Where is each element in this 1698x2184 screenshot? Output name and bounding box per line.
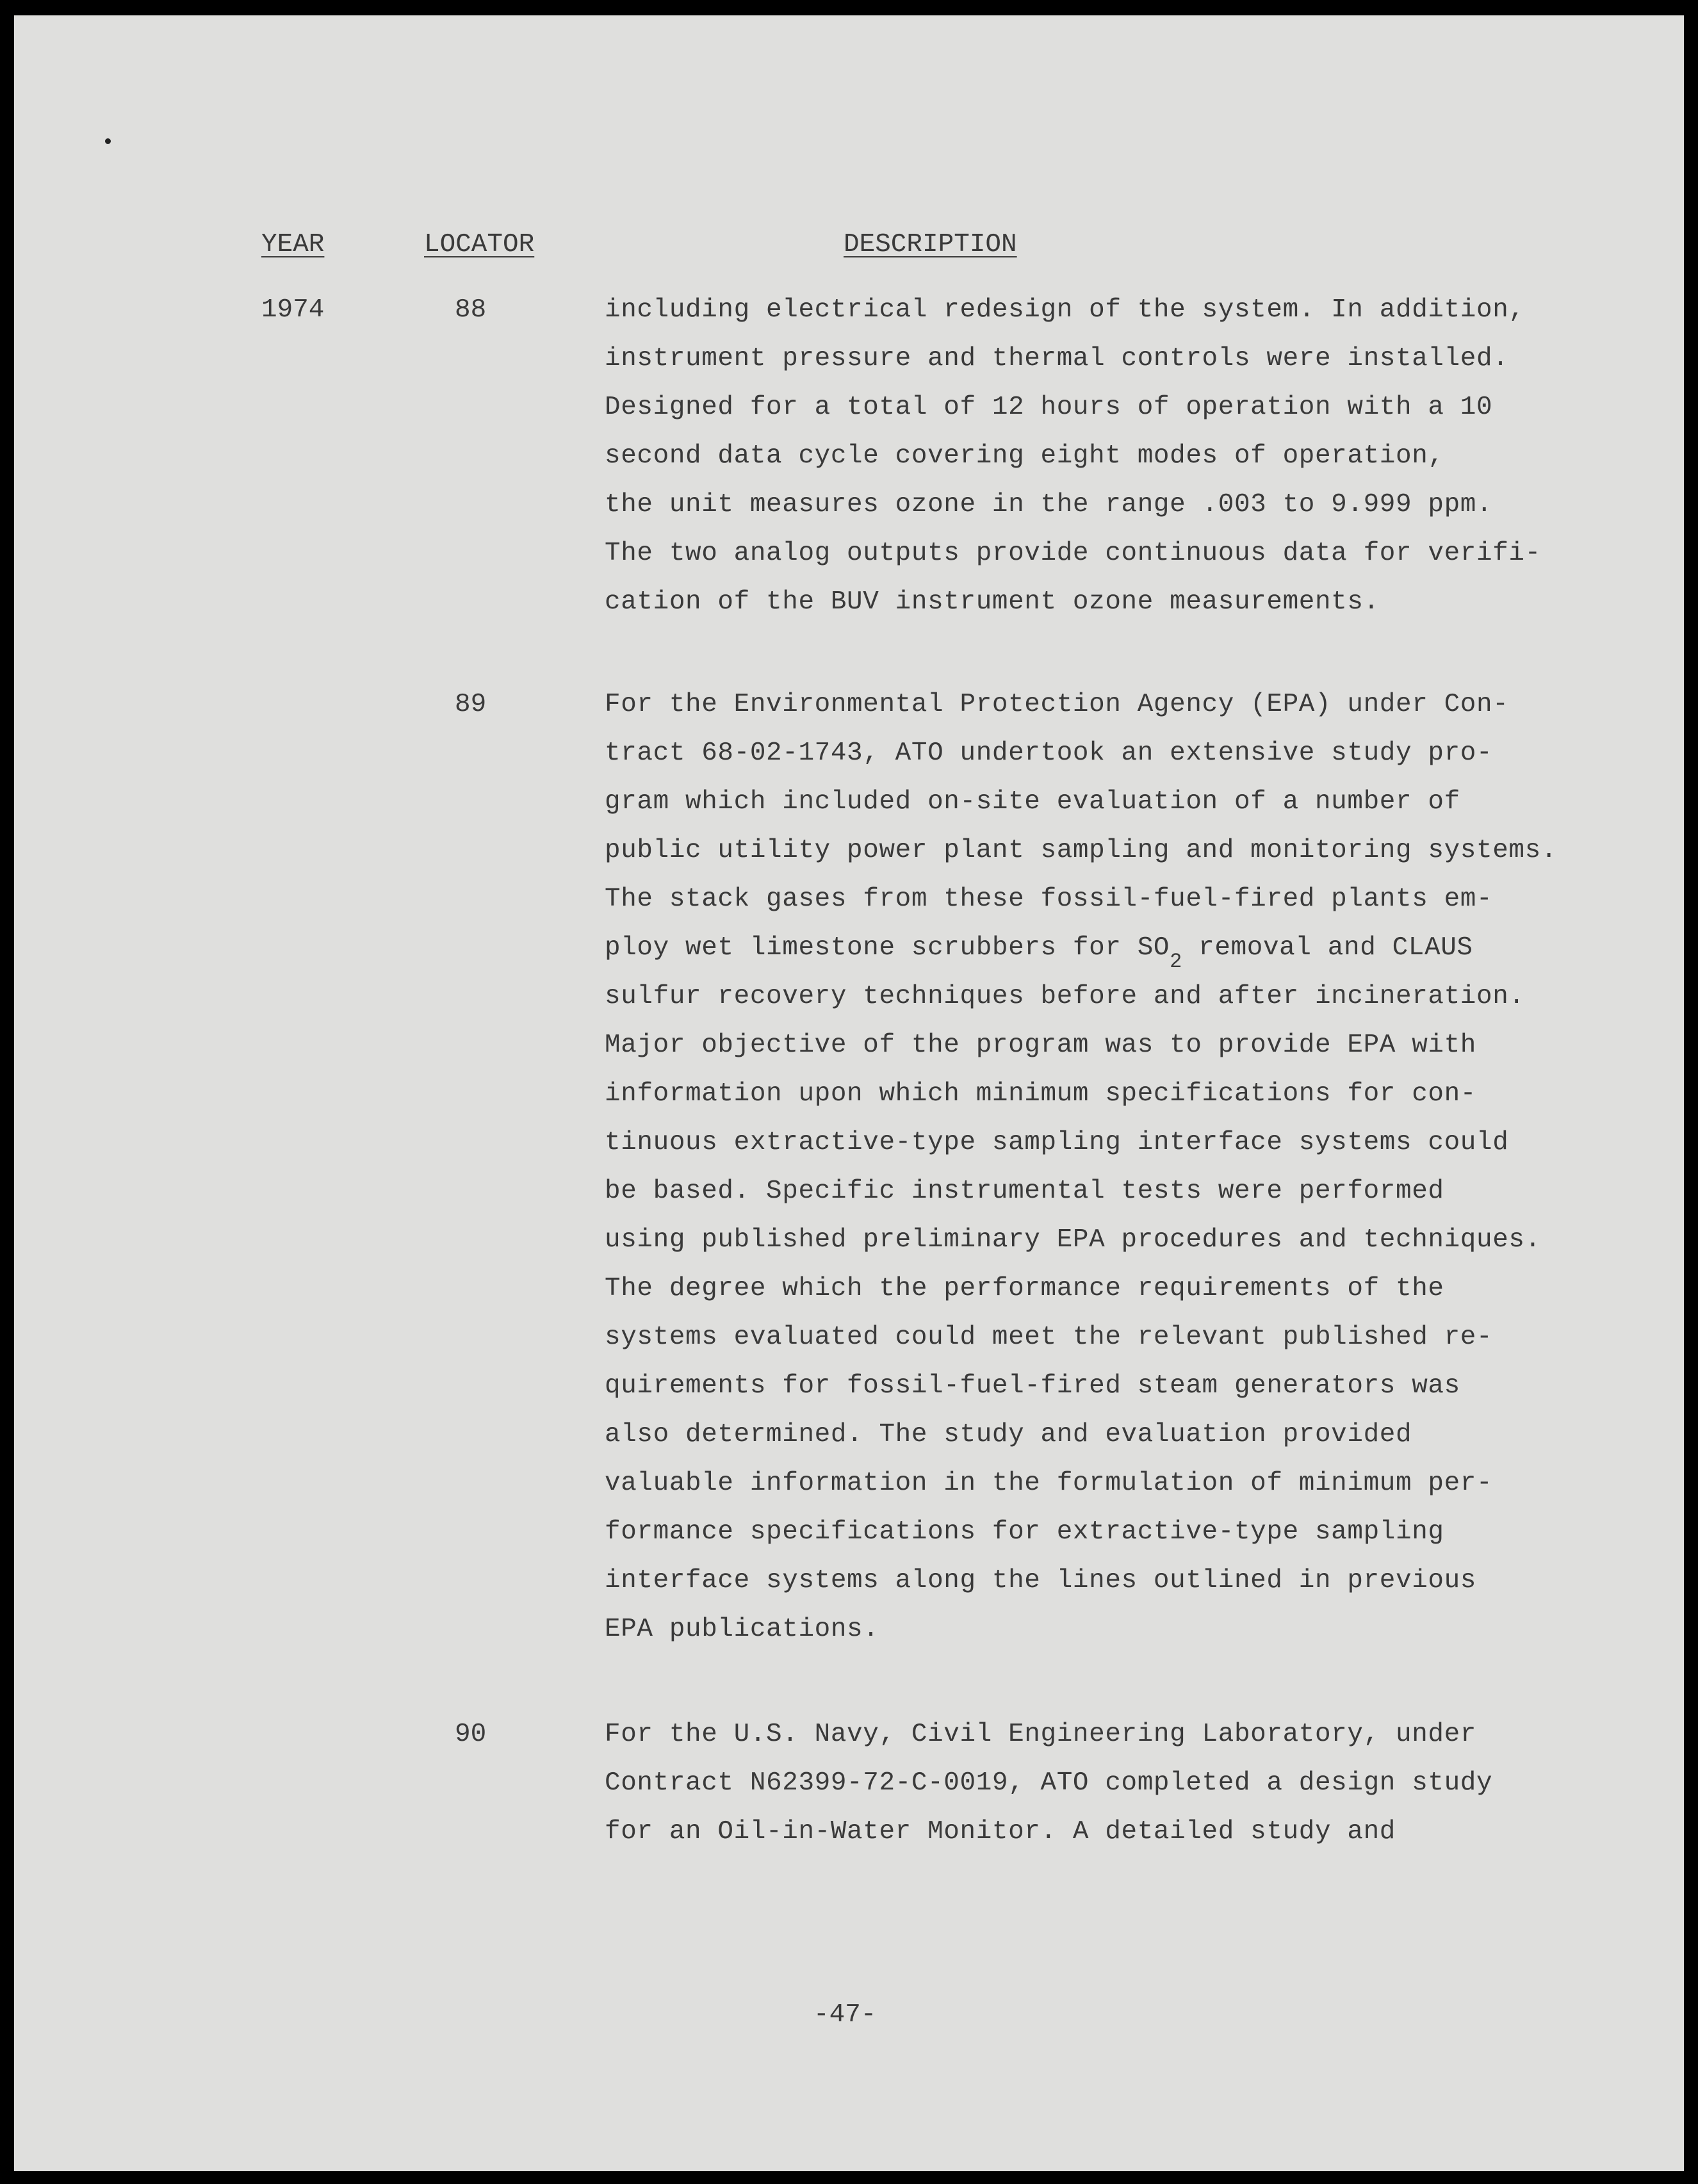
entry-89-line-20: EPA publications. bbox=[605, 1615, 879, 1644]
entry-89-line-7: sulfur recovery techniques before and after incineration. bbox=[605, 982, 1525, 1011]
entry-88-line-5: the unit measures ozone in the range .003 to 9.999 ppm. bbox=[605, 490, 1493, 519]
entry-90-line-2: Contract N62399-72-C-0019, ATO completed a design study bbox=[605, 1768, 1493, 1798]
locator-89: 89 bbox=[455, 690, 487, 719]
entry-88-line-6: The two analog outputs provide continuous data for verifi- bbox=[605, 539, 1541, 568]
entry-88-line-1: including electrical redesign of the system. In addition, bbox=[605, 295, 1525, 325]
entry-89-line-3: gram which included on-site evaluation of a number of bbox=[605, 787, 1460, 817]
entry-89-line-12: using published preliminary EPA procedures and techniques. bbox=[605, 1225, 1541, 1255]
header-description: DESCRIPTION bbox=[844, 230, 1017, 259]
entry-89-line-9: information upon which minimum specifications for con- bbox=[605, 1079, 1477, 1109]
entry-90-line-1: For the U.S. Navy, Civil Engineering Laboratory, under bbox=[605, 1720, 1477, 1749]
paper-speck bbox=[105, 138, 111, 144]
entry-89-line-10: tinuous extractive-type sampling interface systems could bbox=[605, 1128, 1509, 1157]
entry-89-line-2: tract 68-02-1743, ATO undertook an extensive study pro- bbox=[605, 738, 1493, 768]
locator-88: 88 bbox=[455, 295, 487, 325]
entry-88-line-7: cation of the BUV instrument ozone measurements. bbox=[605, 587, 1380, 617]
entry-89-line-11: be based. Specific instrumental tests were performed bbox=[605, 1177, 1444, 1206]
entry-89-line-13: The degree which the performance requirements of the bbox=[605, 1274, 1444, 1303]
entry-89-line-18: formance specifications for extractive-type sampling bbox=[605, 1517, 1444, 1547]
so2-text-after: removal and CLAUS bbox=[1182, 933, 1473, 963]
header-locator: LOCATOR bbox=[424, 230, 535, 259]
entry-89-line-8: Major objective of the program was to provide EPA with bbox=[605, 1031, 1477, 1060]
so2-text-before: ploy wet limestone scrubbers for SO bbox=[605, 933, 1170, 963]
entry-90-line-3: for an Oil-in-Water Monitor. A detailed study and bbox=[605, 1817, 1396, 1846]
entry-89-line-5: The stack gases from these fossil-fuel-fired plants em- bbox=[605, 884, 1493, 914]
entry-89-line-1: For the Environmental Protection Agency (EPA) under Con- bbox=[605, 690, 1509, 719]
entry-88-line-2: instrument pressure and thermal controls were installed. bbox=[605, 344, 1509, 373]
locator-90: 90 bbox=[455, 1720, 487, 1749]
entry-88-line-3: Designed for a total of 12 hours of operation with a 10 bbox=[605, 393, 1493, 422]
so2-subscript: 2 bbox=[1170, 950, 1182, 974]
entry-89-line-15: quirements for fossil-fuel-fired steam generators was bbox=[605, 1371, 1460, 1401]
page-number: -47- bbox=[813, 2000, 877, 2030]
entry-88-line-4: second data cycle covering eight modes of operation, bbox=[605, 441, 1444, 471]
entry-89-line-6 bbox=[605, 933, 1473, 974]
entry-89-line-14: systems evaluated could meet the relevant published re- bbox=[605, 1323, 1493, 1352]
entry-89-line-17: valuable information in the formulation of minimum per- bbox=[605, 1469, 1493, 1498]
entry-89-line-19: interface systems along the lines outlined in previous bbox=[605, 1566, 1477, 1595]
document-sheet bbox=[14, 15, 1684, 2171]
header-year: YEAR bbox=[261, 230, 325, 259]
year-value: 1974 bbox=[261, 295, 325, 325]
entry-89-line-4: public utility power plant sampling and monitoring systems. bbox=[605, 836, 1558, 865]
entry-89-line-16: also determined. The study and evaluation provided bbox=[605, 1420, 1412, 1449]
